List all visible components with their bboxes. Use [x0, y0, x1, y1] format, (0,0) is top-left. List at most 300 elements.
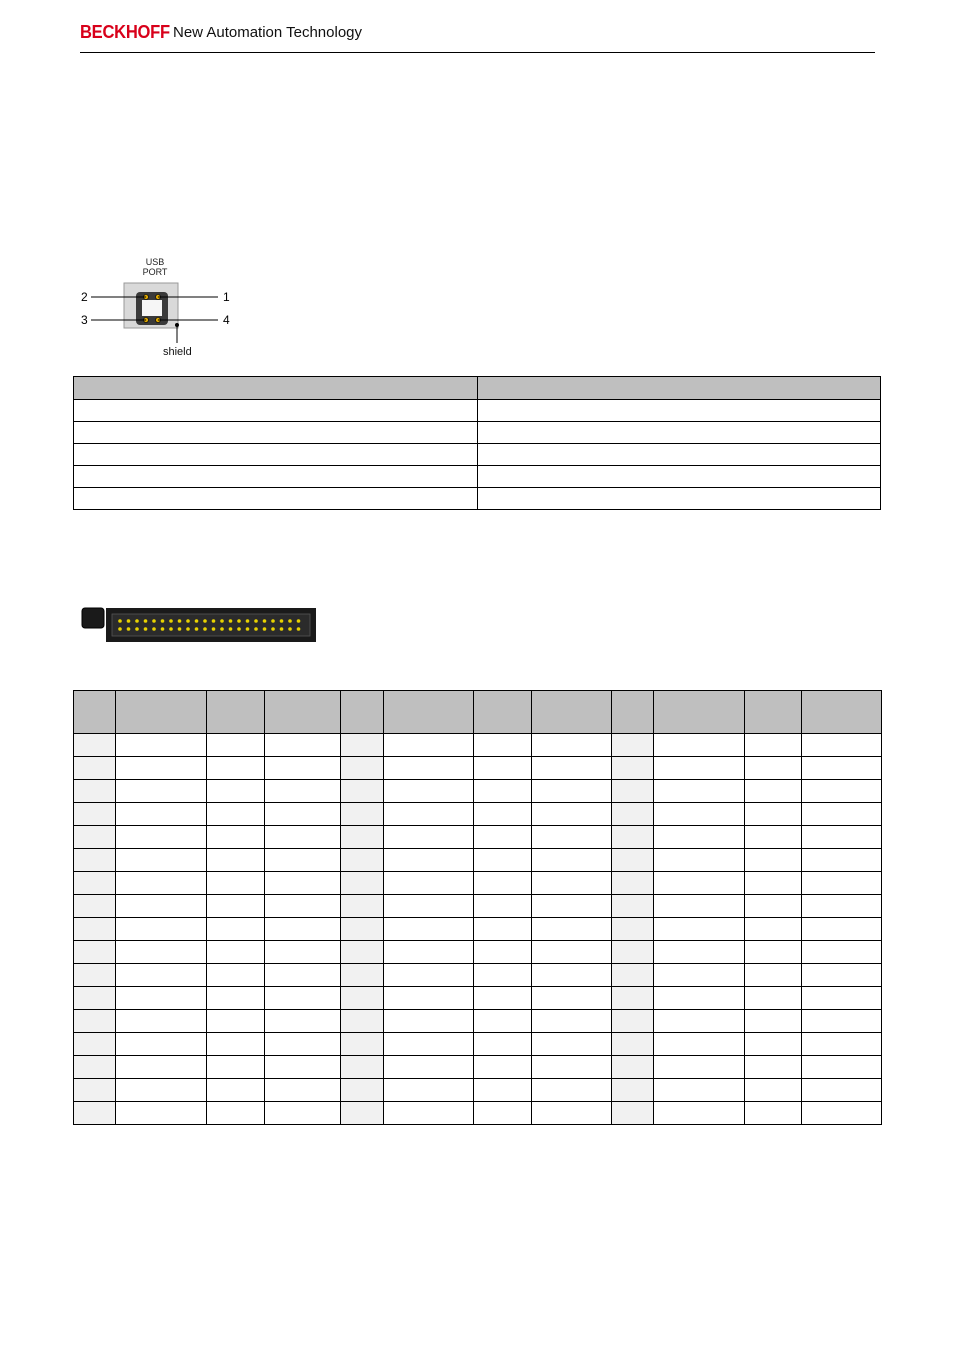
table-cell: [116, 1102, 207, 1125]
table-cell: [116, 1079, 207, 1102]
table-cell: [654, 803, 745, 826]
table-cell: [802, 895, 882, 918]
table-cell: [802, 1033, 882, 1056]
table-cell: [532, 918, 612, 941]
table-cell: [265, 1102, 341, 1125]
table-cell: [477, 444, 881, 466]
table-cell: [532, 1033, 612, 1056]
table-cell: [532, 803, 612, 826]
table-cell: [207, 1010, 265, 1033]
table-cell: [207, 1102, 265, 1125]
table-cell: [654, 872, 745, 895]
connector-pin: [220, 627, 224, 631]
table-cell: [654, 826, 745, 849]
table-cell: [612, 964, 654, 987]
table-cell: [265, 826, 341, 849]
connector-pin: [263, 619, 267, 623]
table-cell: [477, 400, 881, 422]
table-cell: [532, 734, 612, 757]
table-cell: [474, 780, 532, 803]
table-row: [74, 1033, 882, 1056]
connector-pin: [229, 627, 233, 631]
table-cell: [654, 964, 745, 987]
table-cell: [74, 1010, 116, 1033]
table-cell: [802, 734, 882, 757]
table-cell: [474, 1079, 532, 1102]
connector-pin: [271, 619, 275, 623]
table-cell: [116, 780, 207, 803]
table-row: [74, 1102, 882, 1125]
table-cell: [116, 803, 207, 826]
table-row: [74, 849, 882, 872]
table-cell: [532, 1010, 612, 1033]
table-cell: [74, 734, 116, 757]
connector-pin: [135, 619, 139, 623]
table-cell: [532, 1102, 612, 1125]
page-header: [80, 22, 875, 53]
table-cell: [654, 1102, 745, 1125]
table-row: [74, 941, 882, 964]
table-cell: [341, 734, 384, 757]
table-cell: [745, 987, 802, 1010]
connector-pin: [118, 627, 122, 631]
table-cell: [612, 872, 654, 895]
connector-pin: [220, 619, 224, 623]
table-cell: [745, 780, 802, 803]
table-cell: [341, 941, 384, 964]
table-cell: [532, 780, 612, 803]
table-cell: [74, 422, 478, 444]
table-cell: [265, 780, 341, 803]
table-cell: [477, 466, 881, 488]
table-cell: [116, 872, 207, 895]
table-cell: [265, 987, 341, 1010]
connector-pin: [144, 619, 148, 623]
connector-pin: [135, 627, 139, 631]
table-row: [74, 444, 881, 466]
table-cell: [745, 1102, 802, 1125]
connector-pin: [263, 627, 267, 631]
table-cell: [384, 1102, 474, 1125]
table-cell: [341, 1033, 384, 1056]
table-cell: [612, 757, 654, 780]
connector-pin: [152, 619, 156, 623]
table-cell: [384, 757, 474, 780]
table-header-cell: [74, 377, 478, 400]
table-cell: [474, 1056, 532, 1079]
table-cell: [384, 780, 474, 803]
table-header-cell: [341, 691, 384, 734]
table-cell: [802, 1102, 882, 1125]
table-cell: [532, 849, 612, 872]
usb-pin-1-label: 1: [223, 290, 230, 304]
table-cell: [116, 849, 207, 872]
connector-pin: [246, 627, 250, 631]
table-cell: [207, 1033, 265, 1056]
table-cell: [474, 1033, 532, 1056]
ide-connector-diagram: [80, 606, 320, 644]
table-cell: [654, 757, 745, 780]
usb-pin-2-label: 2: [81, 290, 88, 304]
connector-pin: [288, 627, 292, 631]
table-header-cell: [532, 691, 612, 734]
table-cell: [207, 780, 265, 803]
table-cell: [474, 941, 532, 964]
table-cell: [802, 1079, 882, 1102]
table-cell: [265, 757, 341, 780]
table-cell: [341, 1056, 384, 1079]
table-header-cell: [612, 691, 654, 734]
connector-pin: [169, 619, 173, 623]
usb-pin-3-label: 3: [81, 313, 88, 327]
table-cell: [384, 987, 474, 1010]
table-row: [74, 466, 881, 488]
table-cell: [74, 803, 116, 826]
table-cell: [341, 1102, 384, 1125]
table-cell: [74, 826, 116, 849]
table-cell: [802, 849, 882, 872]
table-cell: [74, 849, 116, 872]
table-cell: [477, 422, 881, 444]
connector-pin: [195, 627, 199, 631]
table-cell: [265, 918, 341, 941]
table-cell: [474, 803, 532, 826]
table-cell: [532, 1079, 612, 1102]
table-cell: [745, 734, 802, 757]
table-cell: [265, 895, 341, 918]
table-cell: [532, 895, 612, 918]
table-cell: [474, 757, 532, 780]
table-cell: [74, 964, 116, 987]
connector-pin: [212, 619, 216, 623]
table-cell: [802, 918, 882, 941]
table-cell: [116, 1056, 207, 1079]
table-row: [74, 757, 882, 780]
connector-pin: [280, 619, 284, 623]
table-cell: [341, 780, 384, 803]
table-cell: [265, 964, 341, 987]
table-cell: [265, 941, 341, 964]
table-cell: [532, 872, 612, 895]
connector-pin: [254, 627, 258, 631]
table-header-cell: [265, 691, 341, 734]
table-cell: [612, 780, 654, 803]
table-header-cell: [654, 691, 745, 734]
table-cell: [802, 872, 882, 895]
connector-pin: [186, 619, 190, 623]
table-cell: [612, 1010, 654, 1033]
table-row: [74, 987, 882, 1010]
table-cell: [74, 444, 478, 466]
table-cell: [116, 918, 207, 941]
table-cell: [612, 826, 654, 849]
table-cell: [116, 826, 207, 849]
usb-pin-4-label: 4: [223, 313, 230, 327]
table-cell: [74, 1079, 116, 1102]
table-cell: [265, 1056, 341, 1079]
table-cell: [474, 849, 532, 872]
table-cell: [384, 918, 474, 941]
connector-pin: [203, 627, 207, 631]
table-cell: [474, 895, 532, 918]
table-cell: [74, 1033, 116, 1056]
table-cell: [384, 826, 474, 849]
table-cell: [654, 987, 745, 1010]
header-tagline: New Automation Technology: [173, 24, 363, 41]
table-cell: [116, 941, 207, 964]
table-cell: [384, 1056, 474, 1079]
table-row: [74, 734, 882, 757]
table-cell: [612, 1079, 654, 1102]
table-cell: [74, 466, 478, 488]
table-cell: [612, 1033, 654, 1056]
table-cell: [74, 1102, 116, 1125]
connector-pin: [178, 619, 182, 623]
table-cell: [802, 964, 882, 987]
table-cell: [384, 941, 474, 964]
table-cell: [116, 964, 207, 987]
table-cell: [116, 987, 207, 1010]
table-cell: [654, 1056, 745, 1079]
table-cell: [384, 895, 474, 918]
table-row: [74, 826, 882, 849]
table-cell: [207, 941, 265, 964]
table-cell: [474, 918, 532, 941]
table-cell: [207, 849, 265, 872]
table-header-cell: [116, 691, 207, 734]
table-row: [74, 1010, 882, 1033]
table-cell: [116, 1010, 207, 1033]
connector-pin: [246, 619, 250, 623]
table-cell: [341, 803, 384, 826]
table-cell: [745, 964, 802, 987]
table-cell: [74, 488, 478, 510]
usb-pin-table: [73, 376, 881, 510]
table-row: [74, 780, 882, 803]
table-cell: [474, 826, 532, 849]
table-cell: [265, 803, 341, 826]
table-header-cell: [477, 377, 881, 400]
table-header-row: [74, 691, 882, 734]
table-cell: [74, 872, 116, 895]
table-cell: [612, 803, 654, 826]
table-cell: [384, 1079, 474, 1102]
table-cell: [341, 964, 384, 987]
table-cell: [745, 803, 802, 826]
table-cell: [207, 872, 265, 895]
table-cell: [265, 734, 341, 757]
table-cell: [532, 964, 612, 987]
table-cell: [745, 1033, 802, 1056]
connector-pin: [127, 627, 131, 631]
table-cell: [745, 941, 802, 964]
connector-pin: [280, 627, 284, 631]
table-cell: [612, 1102, 654, 1125]
table-cell: [745, 1079, 802, 1102]
table-row: [74, 895, 882, 918]
table-header-cell: [384, 691, 474, 734]
table-cell: [474, 964, 532, 987]
table-row: [74, 422, 881, 444]
table-cell: [207, 1056, 265, 1079]
table-cell: [612, 895, 654, 918]
table-header-cell: [745, 691, 802, 734]
table-row: [74, 803, 882, 826]
table-cell: [265, 1033, 341, 1056]
table-cell: [207, 826, 265, 849]
table-row: [74, 872, 882, 895]
table-cell: [341, 849, 384, 872]
table-cell: [654, 918, 745, 941]
table-header-row: [74, 377, 881, 400]
connector-pin: [297, 627, 301, 631]
connector-pin: [212, 627, 216, 631]
table-header-cell: [74, 691, 116, 734]
table-header-cell: [474, 691, 532, 734]
table-cell: [74, 941, 116, 964]
table-cell: [265, 872, 341, 895]
table-cell: [74, 987, 116, 1010]
table-cell: [612, 941, 654, 964]
table-cell: [207, 1079, 265, 1102]
connector-pin: [161, 627, 165, 631]
table-row: [74, 918, 882, 941]
table-cell: [532, 941, 612, 964]
table-cell: [207, 757, 265, 780]
table-cell: [654, 1079, 745, 1102]
beckhoff-logo: BECKHOFF: [80, 22, 170, 42]
table-cell: [384, 1033, 474, 1056]
table-row: [74, 1056, 882, 1079]
table-header-cell: [207, 691, 265, 734]
table-cell: [745, 757, 802, 780]
table-cell: [474, 1010, 532, 1033]
table-cell: [116, 1033, 207, 1056]
table-cell: [74, 780, 116, 803]
table-cell: [207, 987, 265, 1010]
table-cell: [74, 1056, 116, 1079]
table-cell: [207, 803, 265, 826]
table-cell: [802, 941, 882, 964]
table-cell: [745, 826, 802, 849]
table-cell: [802, 803, 882, 826]
table-cell: [745, 895, 802, 918]
table-cell: [207, 895, 265, 918]
table-cell: [802, 757, 882, 780]
table-cell: [654, 849, 745, 872]
connector-pin: [288, 619, 292, 623]
table-cell: [532, 1056, 612, 1079]
connector-pin: [169, 627, 173, 631]
table-cell: [745, 872, 802, 895]
table-cell: [654, 895, 745, 918]
connector-pin: [271, 627, 275, 631]
table-cell: [654, 780, 745, 803]
usb-connector-diagram: [78, 255, 248, 365]
table-cell: [745, 1056, 802, 1079]
table-cell: [265, 849, 341, 872]
table-cell: [612, 918, 654, 941]
table-cell: [612, 987, 654, 1010]
connector-pin: [178, 627, 182, 631]
table-cell: [116, 734, 207, 757]
table-cell: [532, 987, 612, 1010]
table-row: [74, 400, 881, 422]
table-row: [74, 1079, 882, 1102]
connector-pin: [203, 619, 207, 623]
table-header-cell: [802, 691, 882, 734]
table-cell: [745, 918, 802, 941]
table-cell: [341, 1010, 384, 1033]
table-cell: [384, 803, 474, 826]
table-cell: [116, 757, 207, 780]
table-cell: [341, 826, 384, 849]
table-cell: [74, 895, 116, 918]
table-cell: [341, 757, 384, 780]
table-cell: [474, 1102, 532, 1125]
connector-pin: [161, 619, 165, 623]
table-cell: [612, 1056, 654, 1079]
table-cell: [802, 1010, 882, 1033]
table-cell: [341, 872, 384, 895]
table-cell: [265, 1079, 341, 1102]
table-cell: [612, 849, 654, 872]
connector-pin: [186, 627, 190, 631]
table-cell: [654, 1033, 745, 1056]
table-row: [74, 488, 881, 510]
table-cell: [612, 734, 654, 757]
table-cell: [474, 872, 532, 895]
table-cell: [802, 780, 882, 803]
table-cell: [654, 941, 745, 964]
ide-table-body: [74, 734, 882, 1125]
connector-pin: [144, 627, 148, 631]
connector-pin: [237, 627, 241, 631]
table-cell: [384, 849, 474, 872]
connector-pin: [127, 619, 131, 623]
table-cell: [654, 1010, 745, 1033]
table-cell: [341, 895, 384, 918]
table-cell: [384, 964, 474, 987]
connector-pin: [118, 619, 122, 623]
table-cell: [654, 734, 745, 757]
connector-pin: [152, 627, 156, 631]
table-cell: [384, 1010, 474, 1033]
ide-pin-table: [73, 690, 882, 1125]
table-cell: [207, 964, 265, 987]
table-cell: [384, 734, 474, 757]
table-cell: [341, 987, 384, 1010]
table-cell: [341, 1079, 384, 1102]
connector-pin: [195, 619, 199, 623]
table-cell: [802, 826, 882, 849]
table-cell: [384, 872, 474, 895]
connector-pin: [254, 619, 258, 623]
table-cell: [341, 918, 384, 941]
table-cell: [474, 734, 532, 757]
table-cell: [532, 826, 612, 849]
usb-shield-label: shield: [163, 346, 192, 358]
table-cell: [477, 488, 881, 510]
table-cell: [74, 757, 116, 780]
table-cell: [207, 734, 265, 757]
connector-pin: [229, 619, 233, 623]
usb-port-label: USB PORT: [142, 257, 168, 277]
table-cell: [474, 987, 532, 1010]
connector-pin: [237, 619, 241, 623]
table-cell: [207, 918, 265, 941]
connector-pin: [297, 619, 301, 623]
